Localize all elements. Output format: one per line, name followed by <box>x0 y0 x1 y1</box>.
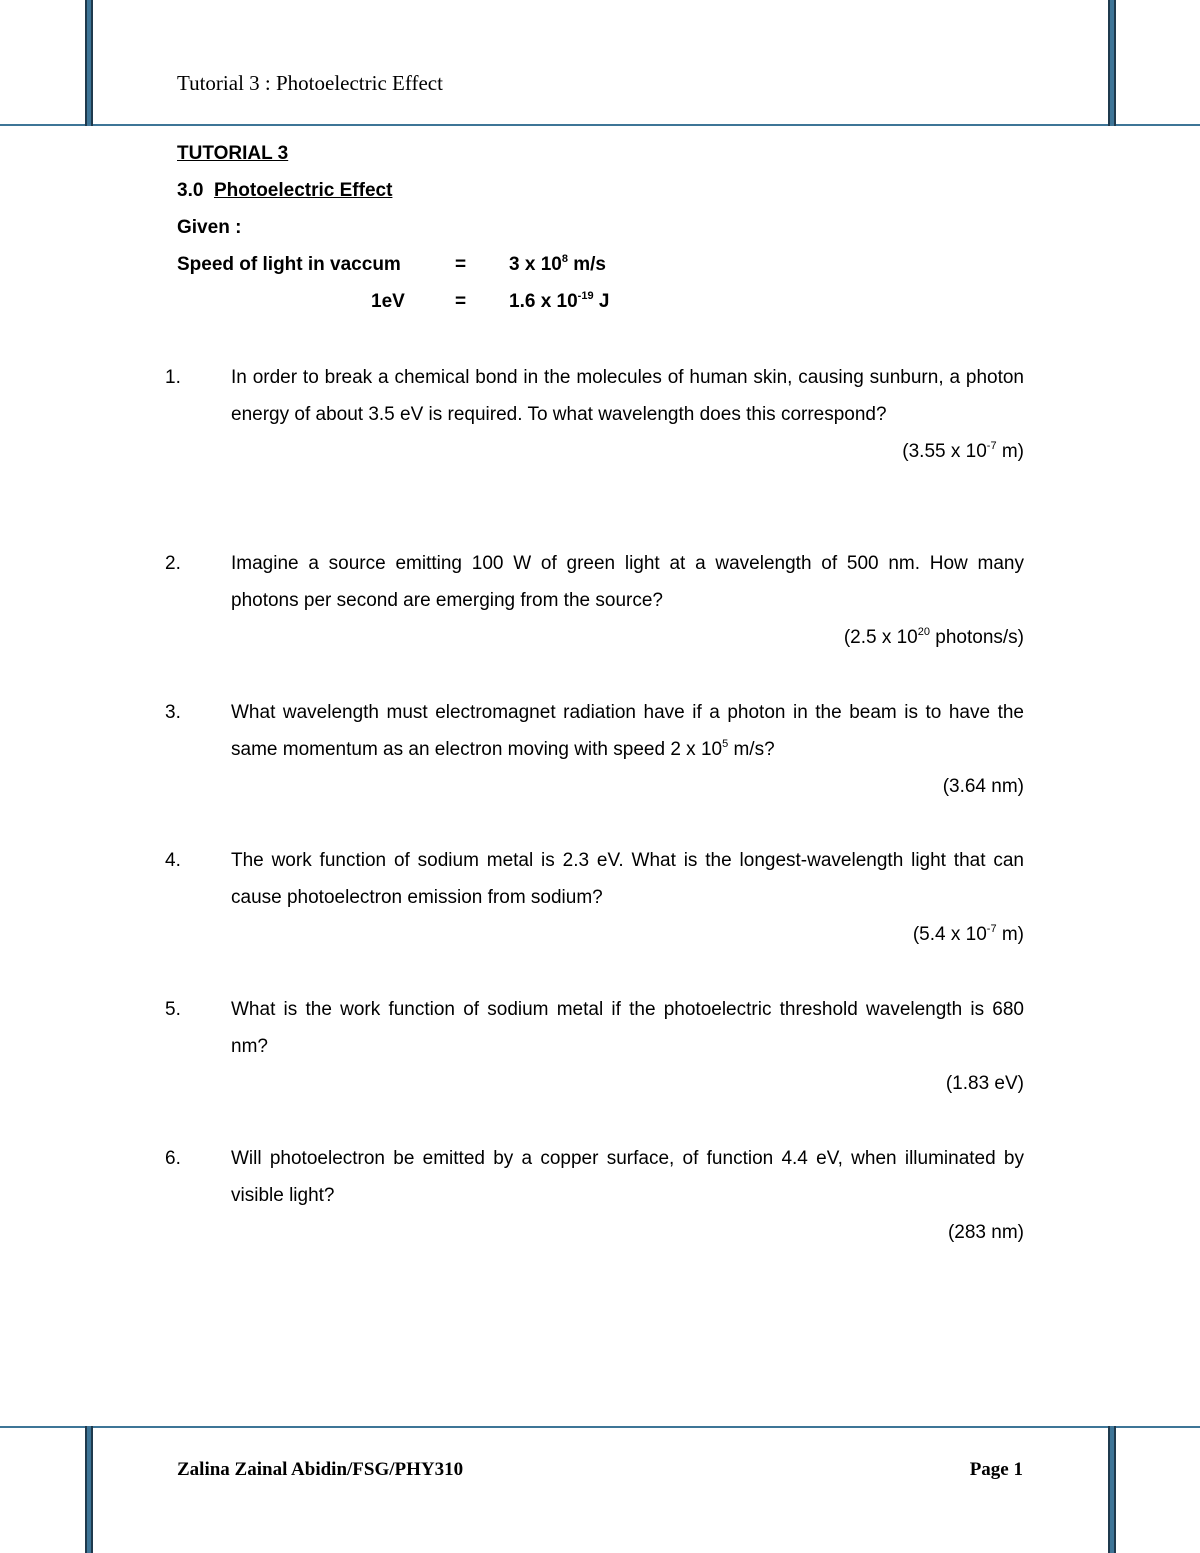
footer-page-number: Page 1 <box>969 1459 1023 1480</box>
question-text: What is the work function of sodium metal if the photoelectric threshold wavelength is 680 nm? <box>231 999 1024 1057</box>
question-text: Will photoelectron be emitted by a copper surface, of function 4.4 eV, when illuminated by visible light? <box>231 1148 1024 1206</box>
question-number: 1. <box>165 367 181 388</box>
question-number: 2. <box>165 553 181 574</box>
constant-label: Speed of light in vaccum <box>177 254 401 275</box>
section-heading <box>177 179 392 203</box>
constant-equals: = <box>455 254 467 275</box>
question-answer: (283 nm) <box>947 1222 1024 1243</box>
question-6 <box>160 1140 1024 1251</box>
constant-value: 3 x $10^8$ m/s <box>509 253 606 275</box>
question-answer: (5.4 x $10^{-7}$ m) <box>912 923 1024 945</box>
constant-equals: = <box>455 291 467 312</box>
question-1 <box>160 359 1024 470</box>
question-number: 6. <box>165 1148 181 1169</box>
header-bar-right <box>1108 0 1116 126</box>
question-text: In order to break a chemical bond in the molecules of human skin, causing sunburn, a photon energy of about 3.5 eV is required. To what wavelength does this correspond? <box>231 367 1024 425</box>
footer-bar-right <box>1108 1426 1116 1553</box>
question-4 <box>160 842 1024 953</box>
question-number: 5. <box>165 999 181 1020</box>
question-3 <box>160 694 1024 805</box>
footer-author: Zalina Zainal Abidin/FSG/PHY310 <box>177 1459 464 1480</box>
header-title: Tutorial 3 : Photoelectric Effect <box>177 71 443 95</box>
header-bar-left <box>85 0 93 126</box>
given-label: Given : <box>177 217 242 238</box>
footer-bar-left <box>85 1426 93 1553</box>
question-answer: (3.55 x $10^{-7}$ m) <box>902 440 1024 462</box>
question-5 <box>160 991 1024 1102</box>
question-answer: (2.5 x $10^{20}$ photons/s) <box>843 626 1024 648</box>
section-number: 3.0 <box>177 180 204 201</box>
constant-label: 1eV <box>371 291 405 312</box>
question-number: 3. <box>165 702 181 723</box>
question-2 <box>160 545 1024 656</box>
section-title: Photoelectric Effect <box>213 180 393 201</box>
question-answer: (3.64 nm) <box>942 776 1024 797</box>
question-answer: (1.83 eV) <box>945 1073 1024 1094</box>
question-text: Imagine a source emitting 100 W of green light at a wavelength of 500 nm. How many photons per second are emerging from the source? <box>231 553 1024 611</box>
question-text: What wavelength must electromagnet radiation have if a photon in the beam is to have the same momentum as an electron moving with speed 2 x $10^5$ m/s? <box>231 702 1024 760</box>
question-number: 4. <box>165 850 181 871</box>
footer-rule <box>0 1426 1200 1428</box>
question-text: The work function of sodium metal is 2.3 eV. What is the longest-wavelength light that can cause photoelectron emission from sodium? <box>231 850 1024 908</box>
header-rule <box>0 124 1200 126</box>
tutorial-heading: TUTORIAL 3 <box>177 143 289 164</box>
constant-value: 1.6 x $10^{-19}$ J <box>509 290 610 312</box>
